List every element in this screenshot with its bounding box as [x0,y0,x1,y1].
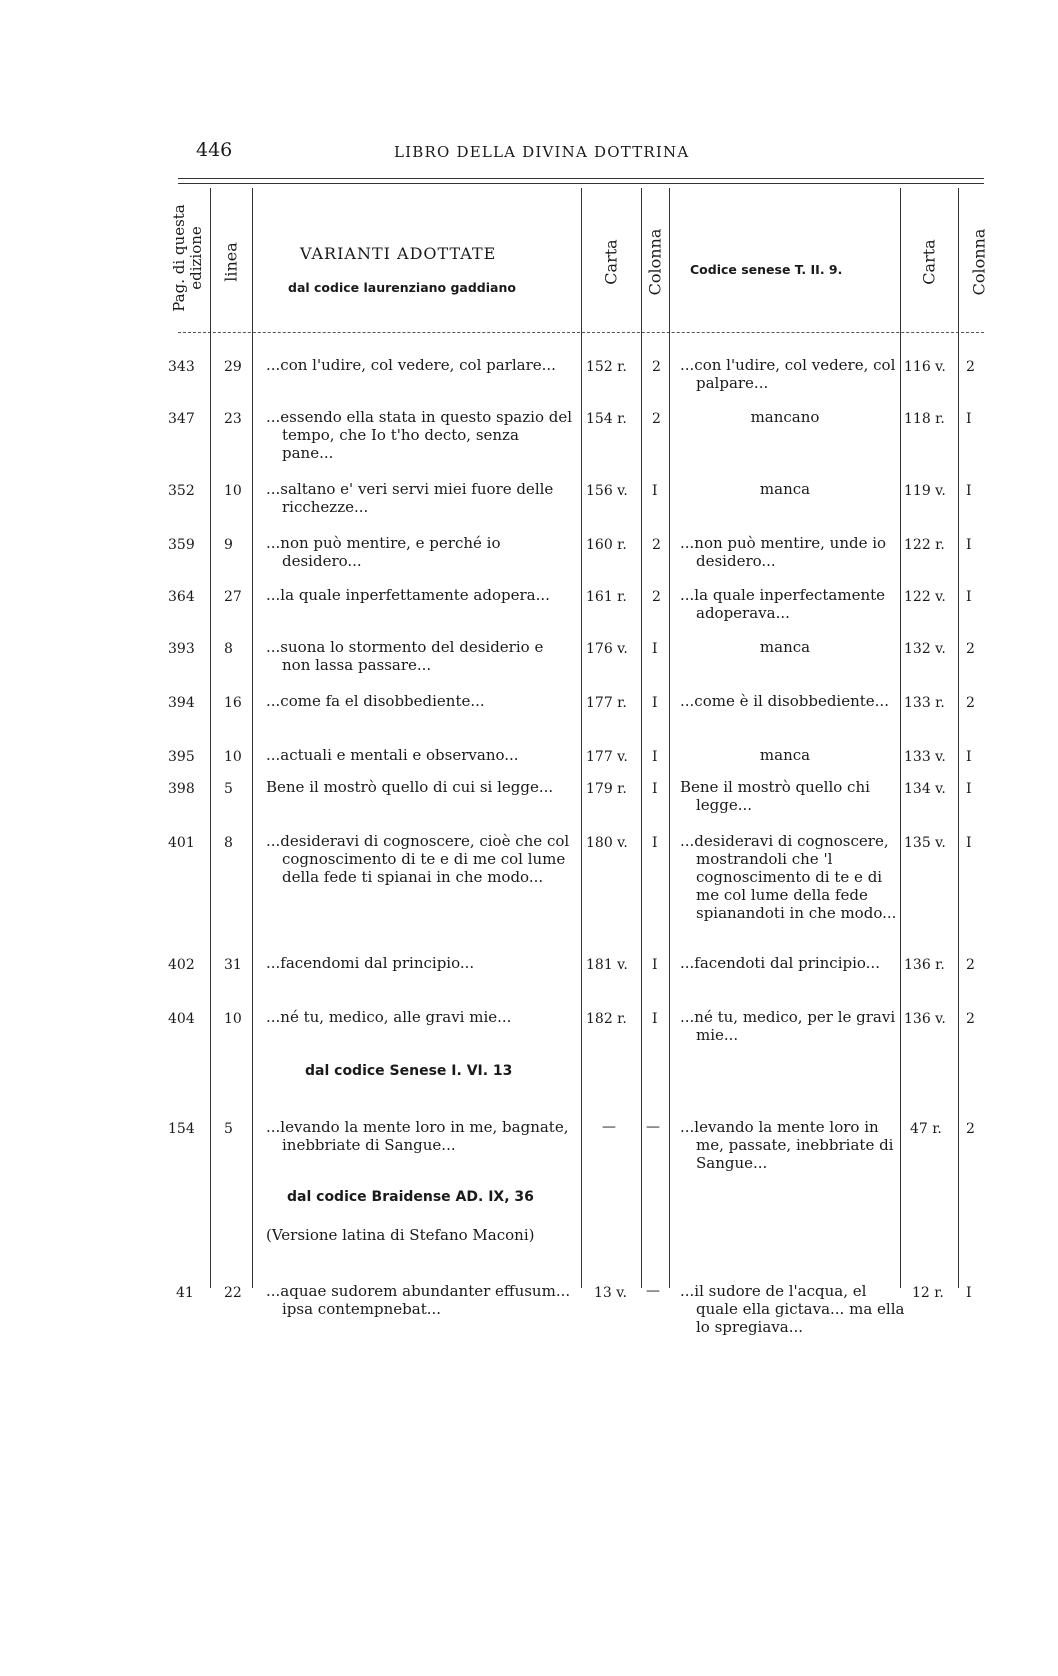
row-11-carta: 181 v. [586,957,628,973]
row-9-pag: 398 [168,781,195,797]
sec3-col2: I [966,1285,972,1301]
header-linea: linea [221,242,241,282]
header-carta2: Carta [919,239,939,285]
row-7-col2: 2 [966,695,975,711]
row-8-carta2: 133 v. [904,749,946,765]
row-5-carta: 161 r. [586,589,627,605]
row-9-linea: 5 [224,781,233,797]
section-braidense-heading: dal codice Braidense AD. IX, 36 [287,1189,534,1205]
row-1-col: 2 [652,359,661,375]
col-divider-3 [581,188,582,1288]
row-5-col2: I [966,589,972,605]
row-4-col2: I [966,537,972,553]
row-8-col2: I [966,749,972,765]
section-senese-heading: dal codice Senese I. VI. 13 [305,1063,513,1079]
row-5-linea: 27 [224,589,242,605]
row-8-pag: 395 [168,749,195,765]
row-8-senese: manca [759,746,811,764]
header-colonna2: Colonna [969,228,989,296]
row-8-carta: 177 v. [586,749,628,765]
row-2-senese: mancano [750,408,820,426]
row-9-carta2: 134 v. [904,781,946,797]
header-carta: Carta [601,239,621,285]
header-pag-line1: Pag. di questa [170,204,188,312]
row-1-carta2: 116 v. [904,359,946,375]
sec2-senese: ...levando la mente loro in me, passate, inebbriate di Sangue... [680,1118,894,1172]
sec2-col2: 2 [966,1121,975,1137]
row-10-variant: ...desideravi di cognoscere, cioè che col cognoscimento di te e di me col lume della fede ti spianai in che modo... [266,832,570,886]
running-title: LIBRO DELLA DIVINA DOTTRINA [394,143,690,161]
header-pag [171,204,205,311]
col-divider-7 [958,188,959,1288]
sec3-carta: 13 v. [594,1285,627,1301]
row-3-carta2: 119 v. [904,483,946,499]
row-2-pag: 347 [168,411,195,427]
row-2-carta2: 118 r. [904,411,945,427]
section-braidense-note: (Versione latina di Stefano Maconi) [266,1226,535,1244]
row-12-variant: ...né tu, medico, alle gravi mie... [266,1008,512,1026]
row-11-pag: 402 [168,957,195,973]
row-1-pag: 343 [168,359,195,375]
row-10-linea: 8 [224,835,233,851]
row-11-variant: ...facendomi dal principio... [266,954,475,972]
sec2-col: — [646,1119,660,1135]
row-9-col: I [652,781,658,797]
row-10-col2: I [966,835,972,851]
row-8-col: I [652,749,658,765]
row-11-col2: 2 [966,957,975,973]
row-3-senese: manca [759,480,811,498]
row-7-carta: 177 r. [586,695,627,711]
header-senese: Codice senese T. II. 9. [690,262,843,277]
row-1-linea: 29 [224,359,242,375]
row-5-variant: ...la quale inperfettamente adopera... [266,586,550,604]
sec3-senese: ...il sudore de l'acqua, el quale ella gictava... ma ella lo spregiava... [680,1282,905,1336]
row-5-pag: 364 [168,589,195,605]
row-6-senese: manca [759,638,811,656]
col-divider-4 [641,188,642,1288]
row-7-variant: ...come fa el disobbediente... [266,692,485,710]
sec2-variant: ...levando la mente loro in me, bagnate, inebbriate di Sangue... [266,1118,569,1154]
col-divider-2 [252,188,253,1288]
row-11-carta2: 136 r. [904,957,945,973]
sec3-carta2: 12 r. [912,1285,944,1301]
row-6-col: I [652,641,658,657]
sec3-col: — [646,1283,660,1299]
row-7-linea: 16 [224,695,242,711]
sec3-variant: ...aquae sudorem abundanter effusum... ipsa contempnebat... [266,1282,571,1318]
page-number: 446 [196,139,233,161]
header-varianti-title: VARIANTI ADOTTATE [300,244,497,263]
row-9-variant: Bene il mostrò quello di cui si legge... [266,778,554,796]
row-8-linea: 10 [224,749,242,765]
row-4-carta: 160 r. [586,537,627,553]
row-4-carta2: 122 r. [904,537,945,553]
row-9-col2: I [966,781,972,797]
sec3-pag: 41 [176,1285,194,1301]
sec2-carta: — [602,1119,616,1135]
row-10-col: I [652,835,658,851]
col-divider-5 [669,188,670,1288]
row-5-carta2: 122 v. [904,589,946,605]
row-5-senese: ...la quale inperfectamente adoperava... [680,586,886,622]
row-12-carta: 182 r. [586,1011,627,1027]
row-2-col: 2 [652,411,661,427]
row-7-carta2: 133 r. [904,695,945,711]
row-11-senese: ...facendoti dal principio... [680,954,880,972]
row-12-col: I [652,1011,658,1027]
row-11-col: I [652,957,658,973]
row-6-variant: ...suona lo stormento del desiderio e non lassa passare... [266,638,544,674]
row-4-col: 2 [652,537,661,553]
row-9-carta: 179 r. [586,781,627,797]
row-3-col2: I [966,483,972,499]
row-4-linea: 9 [224,537,233,553]
row-3-variant: ...saltano e' veri servi miei fuore delle ricchezze... [266,480,554,516]
row-1-senese: ...con l'udire, col vedere, col palpare... [680,356,896,392]
row-6-carta2: 132 v. [904,641,946,657]
row-11-linea: 31 [224,957,242,973]
row-12-senese: ...né tu, medico, per le gravi mie... [680,1008,896,1044]
sec2-pag: 154 [168,1121,195,1137]
row-7-senese: ...come è il disobbediente... [680,692,889,710]
row-10-pag: 401 [168,835,195,851]
row-3-linea: 10 [224,483,242,499]
row-6-pag: 393 [168,641,195,657]
header-varianti-sub: dal codice laurenziano gaddiano [288,280,516,295]
row-3-carta: 156 v. [586,483,628,499]
row-12-col2: 2 [966,1011,975,1027]
row-2-col2: I [966,411,972,427]
header-colonna: Colonna [645,228,665,296]
row-2-linea: 23 [224,411,242,427]
header-pag-line2: edizione [187,226,205,290]
row-6-col2: 2 [966,641,975,657]
row-3-pag: 352 [168,483,195,499]
row-12-carta2: 136 v. [904,1011,946,1027]
row-1-carta: 152 r. [586,359,627,375]
row-1-variant: ...con l'udire, col vedere, col parlare... [266,356,556,374]
row-4-pag: 359 [168,537,195,553]
sec2-linea: 5 [224,1121,233,1137]
row-12-pag: 404 [168,1011,195,1027]
row-8-variant: ...actuali e mentali e observano... [266,746,519,764]
row-10-senese: ...desideravi di cognoscere, mostrandoli che 'l cognoscimento di te e di me col lume della fede spianandoti in che modo... [680,832,897,922]
row-1-col2: 2 [966,359,975,375]
top-rule [178,178,984,179]
row-7-pag: 394 [168,695,195,711]
top-rule-2 [178,183,984,184]
row-12-linea: 10 [224,1011,242,1027]
row-7-col: I [652,695,658,711]
row-4-variant: ...non può mentire, e perché io desidero... [266,534,501,570]
row-2-variant: ...essendo ella stata in questo spazio del tempo, che Io t'ho decto, senza pane... [266,408,573,462]
row-3-col: I [652,483,658,499]
row-6-linea: 8 [224,641,233,657]
row-10-carta: 180 v. [586,835,628,851]
row-4-senese: ...non può mentire, unde io desidero... [680,534,887,570]
row-2-carta: 154 r. [586,411,627,427]
row-10-carta2: 135 v. [904,835,946,851]
sec2-carta2: 47 r. [910,1121,942,1137]
row-5-col: 2 [652,589,661,605]
sec3-linea: 22 [224,1285,242,1301]
col-divider-1 [210,188,211,1288]
row-9-senese: Bene il mostrò quello chi legge... [680,778,870,814]
row-6-carta: 176 v. [586,641,628,657]
